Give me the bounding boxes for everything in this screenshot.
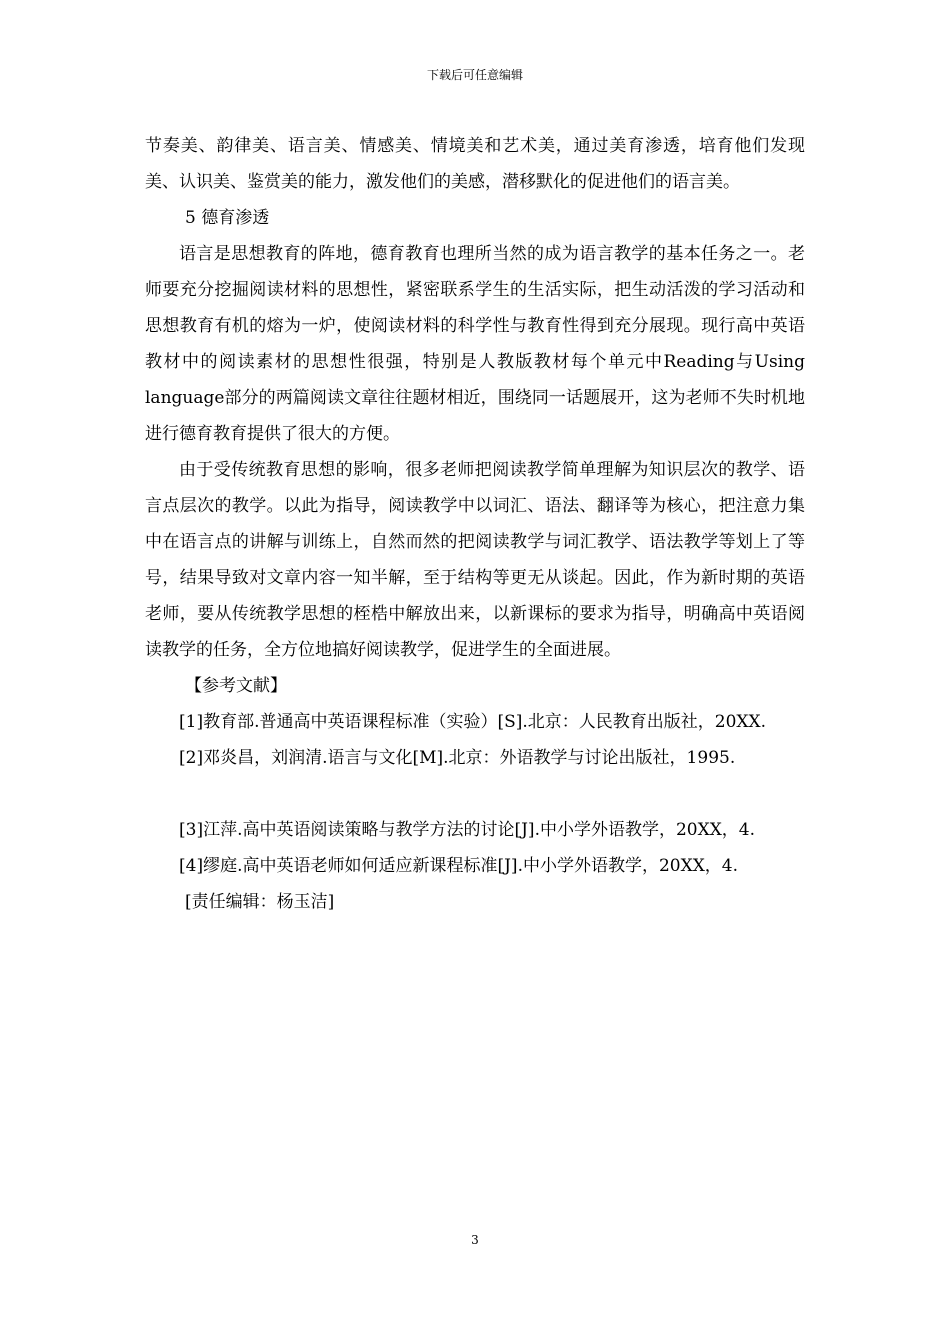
reference-item-1: [1]教育部.普通高中英语课程标准（实验）[S].北京：人民教育出版社，20XX. — [179, 712, 767, 732]
page-header: 下载后可任意编辑 — [426, 68, 523, 82]
section-heading: 5 德育渗透 — [185, 208, 270, 228]
reference-item-3: [3]江萍.高中英语阅读策略与教学方法的讨论[J].中小学外语教学，20XX，4. — [179, 820, 756, 840]
responsible-editor: [责任编辑：杨玉洁] — [185, 892, 335, 912]
paragraph-moral-education: 语言是思想教育的阵地，德育教育也理所当然的成为语言教学的基本任务之一。老师要充分挖掘阅读材料的思想性，紧密联系学生的生活实际，把生动活泼的学习活动和思想教育有机的熔为一炉，使阅读材料的科学性与教育性得到充分展现。现行高中英语教材中的阅读素材的思想性很强，特别是人教版教材每个单元中Reading与Using language部分的两篇阅读文章往往题材相近，围绕同一话题展开，这为老师不失时机地进行德育教育提供了很大的方便。 — [145, 244, 805, 444]
reference-item-4: [4]缪庭.高中英语老师如何适应新课程标准[J].中小学外语教学，20XX，4. — [179, 856, 739, 876]
reference-item-2: [2]邓炎昌，刘润清.语言与文化[M].北京：外语教学与讨论出版社，1995. — [179, 748, 736, 768]
references-heading: 【参考文献】 — [185, 676, 287, 696]
paragraph-continuation: 节奏美、韵律美、语言美、情感美、情境美和艺术美，通过美育渗透，培育他们发现美、认识美、鉴赏美的能力，激发他们的美感，潜移默化的促进他们的语言美。 — [145, 136, 805, 192]
spacer — [145, 776, 805, 812]
document-body — [145, 128, 805, 920]
paragraph-traditional-teaching: 由于受传统教育思想的影响，很多老师把阅读教学简单理解为知识层次的教学、语言点层次的教学。以此为指导，阅读教学中以词汇、语法、翻译等为核心，把注意力集中在语言点的讲解与训练上，自然而然的把阅读教学与词汇教学、语法教学等划上了等号，结果导致对文章内容一知半解，至于结构等更无从谈起。因此，作为新时期的英语老师，要从传统教学思想的桎梏中解放出来，以新课标的要求为指导，明确高中英语阅读教学的任务，全方位地搞好阅读教学，促进学生的全面进展。 — [145, 460, 805, 660]
page-number: 3 — [471, 1233, 479, 1247]
